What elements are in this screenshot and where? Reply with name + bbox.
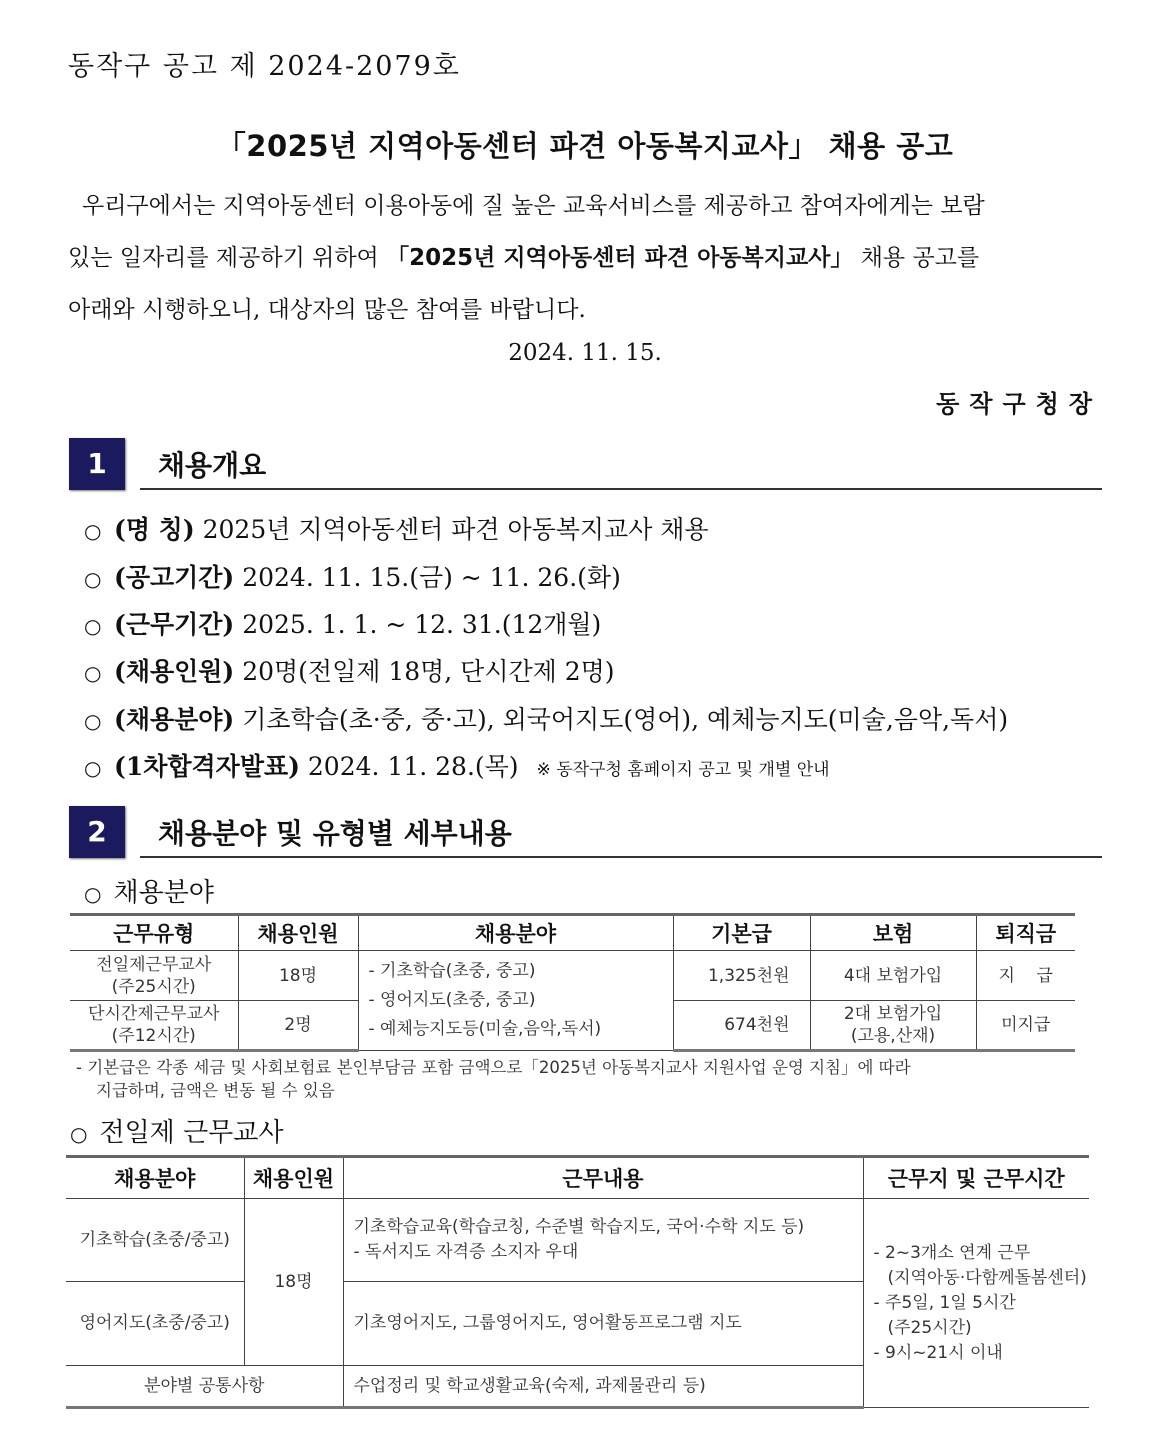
circle-bullet-icon: ○ xyxy=(84,567,102,591)
overview-item-fields xyxy=(84,700,1008,736)
intro-line-2-post: 채용 공고를 xyxy=(853,245,980,271)
workplace-line: - 2~3개소 연계 근무 xyxy=(873,1242,1031,1263)
header-work-type: 근무유형 xyxy=(70,915,238,951)
fields-table xyxy=(70,913,1075,1052)
headcount-cell: 18명 xyxy=(244,1199,343,1366)
table-row xyxy=(66,1199,1089,1282)
duty-cell xyxy=(343,1199,863,1282)
table-row xyxy=(70,951,1075,1001)
duty-line2: - 독서지도 자격증 소지자 우대 xyxy=(353,1242,579,1262)
salary-footnote xyxy=(76,1056,1086,1102)
section-2-title: 채용분야 및 유형별 세부내용 xyxy=(158,817,512,850)
salary-cell: 1,325천원 xyxy=(673,951,810,1001)
headcount-cell: 18명 xyxy=(238,951,358,1001)
field-cell: 기초학습(초중/중고) xyxy=(66,1199,244,1282)
common-label-cell: 분야별 공통사항 xyxy=(66,1366,343,1408)
header-field: 채용분야 xyxy=(358,915,673,951)
item-label: (공고기간) xyxy=(114,563,235,592)
table-header-row xyxy=(70,915,1075,951)
insurance-cell xyxy=(810,951,976,1001)
workplace-cell xyxy=(863,1199,1089,1408)
section-2-number-box: 2 xyxy=(69,806,125,858)
circle-bullet-icon: ○ xyxy=(84,882,102,906)
item-value: 2024. 11. 28.(목) xyxy=(307,752,519,781)
work-type-line1: 단시간제근무교사 xyxy=(88,1004,220,1024)
header-duties: 근무내용 xyxy=(343,1157,863,1199)
severance-cell: 미지급 xyxy=(976,1001,1075,1051)
work-type-line1: 전일제근무교사 xyxy=(96,954,212,975)
header-insurance: 보험 xyxy=(810,915,976,951)
item-value: 2025. 1. 1. ~ 12. 31.(12개월) xyxy=(242,610,602,639)
circle-bullet-icon: ○ xyxy=(84,614,102,638)
circle-bullet-icon: ○ xyxy=(84,756,102,780)
workplace-line: (주25시간) xyxy=(887,1317,972,1338)
item-note: ※ 동작구청 홈페이지 공고 및 개별 안내 xyxy=(536,760,830,780)
table-header-row xyxy=(66,1157,1089,1199)
subsection-fields-heading xyxy=(84,872,214,909)
subsection-title: 채용분야 xyxy=(113,878,214,908)
work-type-cell xyxy=(70,951,238,1001)
circle-bullet-icon: ○ xyxy=(70,1122,88,1146)
workplace-line: - 9시~21시 이내 xyxy=(873,1342,1003,1363)
overview-item-headcount xyxy=(84,652,615,688)
intro-line-2 xyxy=(68,232,1102,284)
work-type-line2: (주25시간) xyxy=(111,976,196,997)
duty-line1: 기초학습교육(학습코칭, 수준별 학습지도, 국어·수학 지도 등) xyxy=(353,1217,805,1237)
field-cell: 영어지도(초중/중고) xyxy=(66,1282,244,1366)
footnote-line-2: 지급하며, 금액은 변동 될 수 있음 xyxy=(96,1081,335,1100)
item-label: (채용인원) xyxy=(114,657,235,686)
header-headcount: 채용인원 xyxy=(244,1157,343,1199)
item-value: 2024. 11. 15.(금) ~ 11. 26.(화) xyxy=(242,563,621,592)
field-item: - 영어지도(초중, 중고) xyxy=(368,990,536,1010)
footnote-line-1: - 기본급은 각종 세금 및 사회보험료 본인부담금 포함 금액으로「2025년 아동복지교사 지원사업 운영 지침」에 따라 xyxy=(76,1058,911,1077)
intro-line-3: 아래와 시행하오니, 대상자의 많은 참여를 바랍니다. xyxy=(68,297,586,323)
section-1-divider xyxy=(140,488,1102,490)
fields-cell xyxy=(358,951,673,1051)
insurance-cell xyxy=(810,1001,976,1051)
header-workplace-hours: 근무지 및 근무시간 xyxy=(863,1157,1089,1199)
insurance-line1: 4대 보험가입 xyxy=(843,965,943,986)
salary-cell: 674천원 xyxy=(673,1001,810,1051)
intro-line-1: 우리구에서는 지역아동센터 이용아동에 질 높은 교육서비스를 제공하고 참여자에게는 보람 xyxy=(82,193,985,219)
workplace-line: (지역아동·다함께돌봄센터) xyxy=(887,1267,1087,1288)
intro-paragraph xyxy=(68,180,1102,336)
insurance-line1: 2대 보험가입 xyxy=(843,1004,943,1024)
document-number: 동작구 공고 제 2024-2079호 xyxy=(68,51,461,82)
section-1-number-box: 1 xyxy=(69,438,125,490)
common-duty-cell: 수업정리 및 학교생활교육(숙제, 과제물관리 등) xyxy=(343,1366,863,1408)
fulltime-teacher-table xyxy=(66,1155,1089,1409)
item-label: (근무기간) xyxy=(114,610,235,639)
item-value: 20명(전일제 18명, 단시간제 2명) xyxy=(242,657,615,686)
work-type-line2: (주12시간) xyxy=(111,1026,196,1046)
subsection-title: 전일제 근무교사 xyxy=(99,1118,284,1148)
circle-bullet-icon: ○ xyxy=(84,519,102,543)
item-value: 기초학습(초·중, 중·고), 외국어지도(영어), 예체능지도(미술,음악,독서) xyxy=(242,705,1009,734)
workplace-line: - 주5일, 1일 5시간 xyxy=(873,1292,1016,1313)
circle-bullet-icon: ○ xyxy=(84,709,102,733)
headcount-cell: 2명 xyxy=(238,1001,358,1051)
duty-cell xyxy=(343,1282,863,1366)
overview-item-first-results xyxy=(84,747,830,783)
document-title: 「2025년 지역아동센터 파견 아동복지교사」 채용 공고 xyxy=(216,129,954,163)
header-field: 채용분야 xyxy=(66,1157,244,1199)
header-severance: 퇴직금 xyxy=(976,915,1075,951)
signer: 동작구청장 xyxy=(936,389,1102,418)
item-label: (명 칭) xyxy=(114,515,195,544)
section-2-divider xyxy=(140,856,1102,858)
work-type-cell xyxy=(70,1001,238,1051)
intro-line-2-bold: 「2025년 지역아동센터 파견 아동복지교사」 xyxy=(386,245,854,271)
overview-item-period xyxy=(84,558,621,594)
item-value: 2025년 지역아동센터 파견 아동복지교사 채용 xyxy=(202,515,709,544)
section-1-title: 채용개요 xyxy=(158,449,267,482)
insurance-line2: (고용,산재) xyxy=(850,1026,936,1046)
item-label: (채용분야) xyxy=(114,705,235,734)
severance-cell: 지 급 xyxy=(976,951,1075,1001)
intro-line-2-pre: 있는 일자리를 제공하기 위하여 xyxy=(68,245,387,271)
circle-bullet-icon: ○ xyxy=(84,661,102,685)
subsection-fulltime-heading xyxy=(70,1112,284,1149)
overview-item-name xyxy=(84,510,709,546)
header-base-salary: 기본급 xyxy=(673,915,810,951)
announcement-date: 2024. 11. 15. xyxy=(508,340,662,366)
field-item: - 예체능지도등(미술,음악,독서) xyxy=(368,1019,602,1039)
item-label: (1차합격자발표) xyxy=(114,752,300,781)
header-headcount: 채용인원 xyxy=(238,915,358,951)
overview-item-work-period xyxy=(84,605,601,641)
duty-line1: 기초영어지도, 그룹영어지도, 영어활동프로그램 지도 xyxy=(353,1313,742,1333)
field-item: - 기초학습(초중, 중고) xyxy=(368,961,536,981)
